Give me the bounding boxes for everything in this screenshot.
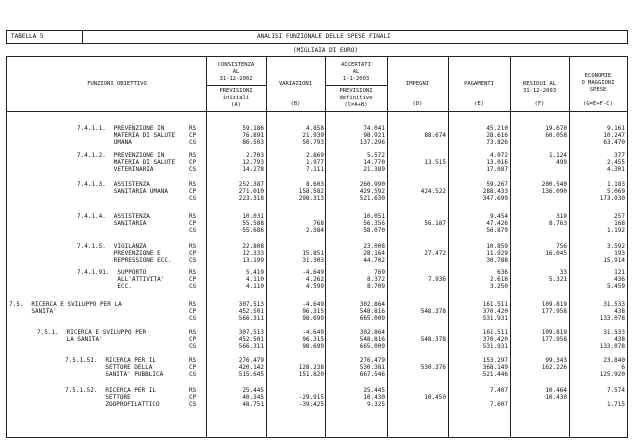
cell-value: 86.503	[242, 139, 264, 146]
row-label: SANITA'	[31, 308, 57, 315]
row-type: RS	[189, 329, 197, 336]
row-type: CS	[189, 195, 197, 202]
cell-impegni: 424.522	[420, 188, 446, 195]
cell-value: 7.407	[489, 387, 508, 394]
cell-value: 7.607	[489, 401, 508, 408]
col-header-previsioni: PREVISIONI iniziali (A)	[219, 88, 253, 108]
row-type: CP	[189, 250, 197, 257]
cell-impegni: 88.674	[424, 132, 446, 139]
row-type: CS	[189, 371, 197, 378]
cell-value: 9.454	[489, 213, 508, 220]
row-label: VIGILANZA	[113, 243, 147, 250]
cell-value: 223.318	[238, 195, 264, 202]
row-label: MATERIA DI SALUTE	[113, 159, 176, 166]
cell-value: -4.649	[302, 329, 324, 336]
cell-value: 50.793	[302, 139, 324, 146]
cell-impegni: 530.376	[420, 364, 446, 371]
cell-value: 531.931	[482, 315, 508, 322]
cell-value: 125.920	[599, 371, 625, 378]
cell-value: 4.858	[305, 125, 324, 132]
cell-value: 59.186	[242, 125, 264, 132]
row-label: SUPPORTO	[117, 269, 147, 276]
cell-value: 756	[556, 243, 567, 250]
cell-value: -4.649	[302, 269, 324, 276]
row-label: SANITA' PUBBLICA	[105, 371, 164, 378]
cell-value: 665.009	[359, 343, 385, 350]
cell-value: 452.501	[238, 336, 264, 343]
cell-value: 515.645	[238, 371, 264, 378]
cell-value: 298.313	[298, 195, 324, 202]
row-label: PREVENZIONE IN	[113, 125, 165, 132]
cell-impegni: 548.378	[420, 308, 446, 315]
cell-value: 98.699	[302, 315, 324, 322]
cell-value: 665.009	[359, 315, 385, 322]
row-type: CP	[189, 188, 197, 195]
row-type: RS	[189, 213, 197, 220]
col-divider	[448, 57, 449, 437]
cell-value: 22.808	[242, 243, 264, 250]
cell-value: 10.247	[603, 132, 625, 139]
cell-value: 31.533	[603, 329, 625, 336]
cell-value: 58.070	[363, 227, 385, 234]
cell-value: 55.686	[242, 227, 264, 234]
cell-value: 769	[374, 269, 385, 276]
cell-impegni: 10.450	[424, 394, 446, 401]
row-label: PREVENZIONE IN	[113, 152, 165, 159]
row-type: RS	[189, 301, 197, 308]
row-code: 7.5.1.51.	[65, 357, 98, 364]
cell-impegni: 27.472	[424, 250, 446, 257]
cell-value: 11.929	[486, 250, 508, 257]
col-header-g: (G=E+F-C)	[583, 101, 613, 107]
col-header-residui: RESIDUI AL 31-12-2003	[522, 81, 557, 94]
cell-value: 153.297	[482, 357, 508, 364]
cell-value: 566.311	[238, 343, 264, 350]
col-header-consistenza: CONSISTENZA AL 31-12-2002	[217, 62, 255, 82]
col-divider	[325, 57, 326, 437]
row-label: SANITARIA UMANA	[113, 188, 168, 195]
cell-value: 12.793	[242, 159, 264, 166]
row-code: 7.4.1.3.	[77, 181, 106, 188]
cell-value: 73.826	[486, 139, 508, 146]
cell-value: 257	[614, 213, 625, 220]
cell-value: 271.010	[238, 188, 264, 195]
cell-value: 667.546	[359, 371, 385, 378]
row-code: 7.5.1.52.	[65, 387, 98, 394]
cell-value: 133.078	[599, 315, 625, 322]
cell-value: -29.915	[298, 394, 324, 401]
cell-value: 10.464	[545, 387, 567, 394]
row-label: UMANA	[113, 139, 132, 146]
col-header-previsioni-definitive: PREVISIONI definitive (C=A+B)	[339, 88, 373, 108]
row-type: CP	[189, 364, 197, 371]
row-type: CS	[189, 227, 197, 234]
cell-value: 161.511	[482, 301, 508, 308]
row-label: PREVENZIONE E	[113, 250, 161, 257]
cell-value: 3.250	[489, 283, 508, 290]
cell-value: 63.470	[603, 139, 625, 146]
cell-value: 44.702	[363, 257, 385, 264]
cell-value: 55.588	[242, 220, 264, 227]
row-label: ASSISTENZA	[113, 181, 150, 188]
col-header-accertati: ACCERTATI AL 1-1-2003	[341, 62, 371, 82]
row-label: SETTORE	[105, 394, 131, 401]
row-type: CS	[189, 283, 197, 290]
col-header-impegni: IMPEGNI	[405, 81, 430, 87]
row-code: 7.5.	[9, 301, 24, 308]
cell-value: 25.445	[242, 387, 264, 394]
cell-value: 10.430	[363, 394, 385, 401]
cell-impegni: 13.515	[424, 159, 446, 166]
cell-value: 4.110	[245, 276, 264, 283]
cell-value: 5.419	[245, 269, 264, 276]
cell-value: 21.389	[363, 166, 385, 173]
cell-value: 98.699	[302, 343, 324, 350]
header-divider	[82, 31, 83, 43]
cell-value: 16.045	[545, 250, 567, 257]
cell-value: 1.715	[606, 401, 625, 408]
data-table	[6, 56, 628, 438]
cell-value: 5.572	[366, 152, 385, 159]
table-header-box	[6, 30, 628, 44]
cell-value: 98.921	[363, 132, 385, 139]
cell-value: 33	[559, 269, 567, 276]
row-label: MATERIA DI SALUTE	[113, 132, 176, 139]
cell-value: 10.859	[486, 243, 508, 250]
cell-value: 347.699	[482, 195, 508, 202]
cell-value: 370.420	[482, 308, 508, 315]
cell-value: 531.931	[482, 343, 508, 350]
cell-value: 2.869	[305, 152, 324, 159]
cell-value: 173.930	[599, 195, 625, 202]
col-divider	[510, 57, 511, 437]
cell-value: 368.149	[482, 364, 508, 371]
cell-value: 1.192	[606, 227, 625, 234]
cell-value: 15.914	[603, 257, 625, 264]
cell-value: 23.008	[363, 243, 385, 250]
col-header-b: (B)	[290, 101, 301, 107]
cell-value: 6	[621, 364, 625, 371]
header-rule	[206, 85, 266, 86]
cell-value: 17.087	[486, 166, 508, 173]
cell-value: 10.051	[363, 213, 385, 220]
cell-value: 420.142	[238, 364, 264, 371]
cell-value: 137.296	[359, 139, 385, 146]
cell-value: 2.455	[606, 159, 625, 166]
cell-value: 47.426	[486, 220, 508, 227]
cell-value: 21.939	[302, 132, 324, 139]
row-type: CP	[189, 132, 197, 139]
row-label: RICERCA E SVILUPPO PER	[66, 329, 147, 336]
cell-value: 15.851	[302, 250, 324, 257]
row-label: RICERCA PER IL	[105, 357, 156, 364]
cell-value: 2.618	[489, 276, 508, 283]
cell-value: 56.879	[486, 227, 508, 234]
cell-value: 60.058	[545, 132, 567, 139]
cell-impegni: 548.378	[420, 336, 446, 343]
cell-value: 13.199	[242, 257, 264, 264]
cell-value: 530.381	[359, 364, 385, 371]
row-code: 7.4.1.2.	[77, 152, 106, 159]
cell-value: 59.267	[486, 181, 508, 188]
col-header-d: (D)	[412, 101, 423, 107]
cell-value: 5.069	[606, 188, 625, 195]
cell-value: 438	[614, 336, 625, 343]
cell-value: 521.630	[359, 195, 385, 202]
cell-value: 521.446	[482, 371, 508, 378]
cell-value: 307.513	[238, 301, 264, 308]
cell-value: 252.387	[238, 181, 264, 188]
cell-value: 4.301	[606, 166, 625, 173]
cell-value: 45.210	[486, 125, 508, 132]
cell-value: 768	[313, 220, 324, 227]
cell-value: 158.582	[298, 188, 324, 195]
cell-value: 76.891	[242, 132, 264, 139]
cell-value: 31.303	[302, 257, 324, 264]
cell-value: 438	[614, 308, 625, 315]
cell-value: 1.124	[548, 152, 567, 159]
cell-value: 4.110	[245, 283, 264, 290]
cell-value: 109.819	[541, 301, 567, 308]
cell-value: 499	[556, 159, 567, 166]
cell-value: 14.278	[242, 166, 264, 173]
header-rule	[325, 85, 387, 86]
row-label: RICERCA PER IL	[105, 387, 156, 394]
row-type: RS	[189, 243, 197, 250]
cell-value: 260.990	[359, 181, 385, 188]
cell-value: 4.262	[305, 276, 324, 283]
row-type: CS	[189, 139, 197, 146]
cell-value: -4.649	[302, 301, 324, 308]
col-header-e: (E)	[474, 101, 484, 107]
cell-value: 161.511	[482, 329, 508, 336]
cell-value: 99.343	[545, 357, 567, 364]
cell-value: 436	[614, 276, 625, 283]
cell-value: 48.751	[242, 401, 264, 408]
cell-value: 8.763	[548, 220, 567, 227]
cell-value: 10.031	[242, 213, 264, 220]
row-type: CP	[189, 308, 197, 315]
cell-value: 8.603	[305, 181, 324, 188]
row-code: 7.4.1.1.	[77, 125, 106, 132]
cell-value: 1.183	[606, 181, 625, 188]
cell-value: 128.238	[298, 364, 324, 371]
row-type: RS	[189, 357, 197, 364]
cell-value: 40.345	[242, 394, 264, 401]
cell-value: 548.816	[359, 336, 385, 343]
cell-value: 133.078	[599, 343, 625, 350]
cell-value: 31.533	[603, 301, 625, 308]
row-label: ALL'ATTIVITA'	[117, 276, 165, 283]
row-label: LA SANITA'	[66, 336, 103, 343]
row-type: RS	[189, 181, 197, 188]
cell-value: 1.977	[305, 159, 324, 166]
cell-value: 429.592	[359, 188, 385, 195]
cell-value: 200.540	[541, 181, 567, 188]
col-divider	[569, 57, 570, 437]
cell-value: 177.958	[541, 308, 567, 315]
cell-value: 9.161	[606, 125, 625, 132]
header-bottom-rule	[7, 111, 627, 112]
cell-value: 25.445	[363, 387, 385, 394]
cell-value: 2.384	[305, 227, 324, 234]
cell-impegni: 7.936	[427, 276, 446, 283]
cell-value: 2.703	[245, 152, 264, 159]
row-type: CP	[189, 276, 197, 283]
cell-value: 302.864	[359, 301, 385, 308]
cell-value: 74.041	[363, 125, 385, 132]
row-label: SETTORE DELLA	[105, 364, 153, 371]
cell-value: 276.479	[238, 357, 264, 364]
cell-value: 96.315	[302, 336, 324, 343]
cell-value: 636	[497, 269, 508, 276]
row-label: ZOOPROFILATTICO	[105, 401, 160, 408]
cell-value: 121	[614, 269, 625, 276]
cell-value: 370.420	[482, 336, 508, 343]
cell-value: 319	[556, 213, 567, 220]
cell-value: 28.616	[486, 132, 508, 139]
row-type: CP	[189, 394, 197, 401]
cell-value: 23.840	[603, 357, 625, 364]
row-code: 7.5.1.	[37, 329, 59, 336]
col-divider	[266, 57, 267, 437]
cell-value: 136.090	[541, 188, 567, 195]
cell-value: 548.816	[359, 308, 385, 315]
cell-value: 566.311	[238, 315, 264, 322]
cell-value: 276.479	[359, 357, 385, 364]
cell-value: 168	[614, 220, 625, 227]
cell-value: 109.819	[541, 329, 567, 336]
cell-value: 28.164	[363, 250, 385, 257]
row-label: SANITARIA	[113, 220, 147, 227]
col-header-economie: ECONOMIE O MAGGIORI SPESE	[581, 73, 615, 93]
row-type: CS	[189, 315, 197, 322]
row-type: RS	[189, 125, 197, 132]
row-code: 7.4.1.91.	[77, 269, 110, 276]
row-label: VETERINARIA	[113, 166, 154, 173]
cell-value: 307.513	[238, 329, 264, 336]
cell-value: 288.433	[482, 188, 508, 195]
table-title: ANALISI FUNZIONALE DELLE SPESE FINALI	[257, 33, 391, 40]
cell-value: 7.111	[305, 166, 324, 173]
row-type: RS	[189, 269, 197, 276]
row-label: ASSISTENZA	[113, 213, 150, 220]
cell-value: 3.592	[606, 243, 625, 250]
cell-value: 14.770	[363, 159, 385, 166]
cell-value: 151.820	[298, 371, 324, 378]
cell-value: 19.670	[545, 125, 567, 132]
col-divider	[387, 57, 388, 437]
cell-value: 302.864	[359, 329, 385, 336]
unit-label: (MIGLIAIA DI EURO)	[293, 47, 359, 54]
cell-value: 96.315	[302, 308, 324, 315]
cell-value: 4.599	[305, 283, 324, 290]
cell-value: 377	[614, 152, 625, 159]
cell-value: 452.501	[238, 308, 264, 315]
row-type: RS	[189, 387, 197, 394]
row-label: RICERCA E SVILUPPO PER LA	[31, 301, 122, 308]
cell-value: 5.459	[606, 283, 625, 290]
col-header-funzioni: FUNZIONI OBIETTIVO	[87, 81, 147, 87]
cell-value: 13.016	[486, 159, 508, 166]
cell-value: 8.372	[366, 276, 385, 283]
row-label: REPRESSIONE ECC.	[113, 257, 172, 264]
row-type: CP	[189, 159, 197, 166]
cell-value: 10.430	[545, 394, 567, 401]
row-type: CP	[189, 220, 197, 227]
col-header-f: (F)	[534, 101, 545, 107]
col-header-variazioni: VARIAZIONI	[278, 81, 313, 87]
col-header-pagamenti: PAGAMENTI	[464, 81, 494, 87]
table-number: TABELLA 5	[11, 33, 44, 40]
row-code: 7.4.1.5.	[77, 243, 106, 250]
row-code: 7.4.1.4.	[77, 213, 106, 220]
cell-value: 193	[614, 250, 625, 257]
row-type: RS	[189, 152, 197, 159]
cell-value: 177.958	[541, 336, 567, 343]
row-type: CS	[189, 257, 197, 264]
row-label: ECC.	[117, 283, 132, 290]
cell-value: 9.325	[366, 401, 385, 408]
row-type: CS	[189, 166, 197, 173]
cell-value: 4.072	[489, 152, 508, 159]
cell-value: 5.321	[548, 276, 567, 283]
row-type: CS	[189, 343, 197, 350]
cell-value: 12.333	[242, 250, 264, 257]
cell-value: 7.574	[606, 387, 625, 394]
cell-value: 30.788	[486, 257, 508, 264]
cell-impegni: 56.187	[424, 220, 446, 227]
cell-value: 162.226	[541, 364, 567, 371]
cell-value: -39.425	[298, 401, 324, 408]
cell-value: 56.356	[363, 220, 385, 227]
row-type: CS	[189, 401, 197, 408]
row-type: CP	[189, 336, 197, 343]
cell-value: 8.709	[366, 283, 385, 290]
col-divider	[206, 57, 207, 437]
